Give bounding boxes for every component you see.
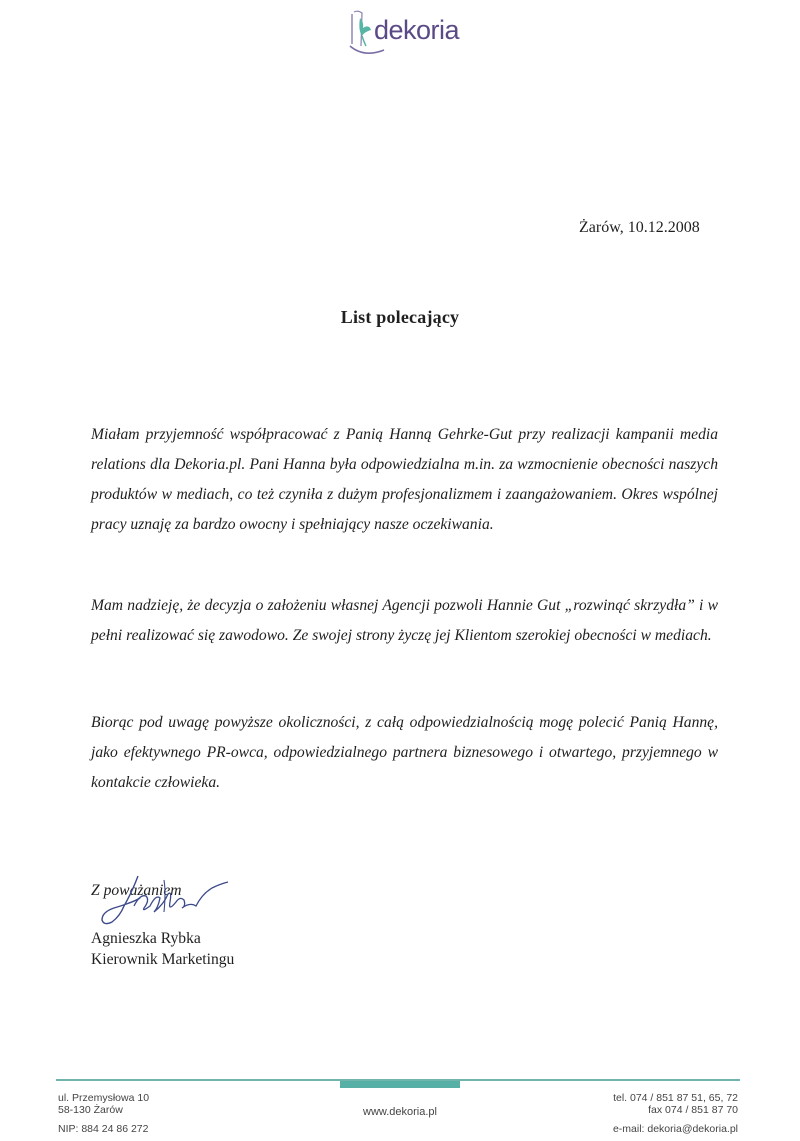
footer-nip: NIP: 884 24 86 272 — [58, 1123, 149, 1135]
letter-title: List polecający — [340, 307, 460, 327]
letter-date: Żarów, 10.12.2008 — [579, 219, 700, 236]
footer-address-line1: ul. Przemysłowa 10 — [58, 1092, 150, 1104]
footer-accent-bar — [340, 1081, 460, 1088]
footer-email: e-mail: dekoria@dekoria.pl — [612, 1123, 738, 1135]
handwritten-signature — [94, 872, 244, 932]
footer-address-line2: 58-130 Żarów — [58, 1104, 123, 1116]
body-paragraph: Miałam przyjemność współpracować z Panią Hanną Gehrke-Gut przy realizacji kampanii media relations dla Dekoria.pl. Pani Hanna była odpowiedzialna m.in. za wzmocnienie obecności naszych produktów w mediach, co też czyniła z dużym profesjonalizmem i zaangażowaniem. Okres wspólnej pracy uznaję za bardzo owocny i spełniający nasze oczekiwania. — [91, 426, 718, 533]
closing-salutation: Z poważaniem — [91, 882, 182, 899]
footer-fax: fax 074 / 851 87 70 — [648, 1104, 738, 1116]
signer-name: Agnieszka Rybka — [91, 930, 201, 947]
signer-role: Kierownik Marketingu — [91, 951, 235, 968]
body-paragraph: Biorąc pod uwagę powyższe okoliczności, z całą odpowiedzialnością mogę polecić Panią Hannę, jako efektywnego PR-owca, odpowiedzialnego partnera biznesowego i otwartego, przyjemnego w kontakcie człowieka. — [91, 714, 718, 791]
logo-wordmark: dekoria — [374, 15, 460, 45]
footer-website: www.dekoria.pl — [363, 1106, 437, 1118]
footer-phone: tel. 074 / 851 87 51, 65, 72 — [613, 1092, 738, 1104]
body-paragraph: Mam nadzieję, że decyzja o założeniu własnej Agencji pozwoli Hannie Gut „rozwinąć skrzydła” i w pełni realizować się zawodowo. Ze swojej strony życzę jej Klientom szerokiej obecności w mediach. — [91, 597, 718, 644]
